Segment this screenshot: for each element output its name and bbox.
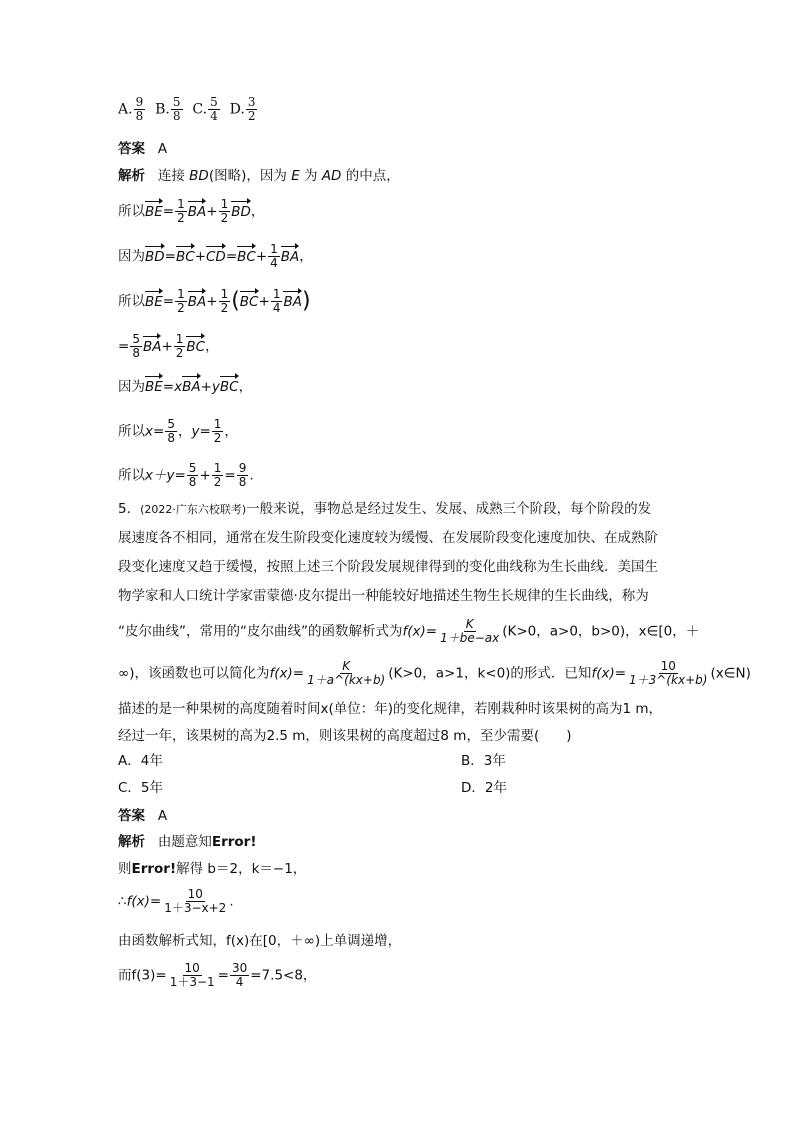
solution-1-intro: 解析 连接 BD(图略)，因为 E 为 AD 的中点， <box>118 168 400 184</box>
option-c[interactable]: C．5年 <box>118 780 164 796</box>
option-a-fraction: $\frac{9}{8}$ <box>135 95 144 123</box>
solution-2-line-2: ∴f(x)= $\frac{10}{1+3-x+2}$ . <box>118 887 234 915</box>
question-5-line-3: 段变化速度又趋于缓慢，按照上述三个阶段发展规律得到的变化曲线称为生长曲线．美国生 <box>118 559 658 575</box>
question-5-options-row-2 <box>118 779 507 797</box>
option-d-fraction: $\frac{3}{2}$ <box>247 95 256 123</box>
option-c-fraction: $\frac{5}{4}$ <box>210 95 218 123</box>
solution-1-line-5: 因为BE=xBA+yBC， <box>118 379 253 395</box>
solution-2-line-3: 由函数解析式知，f(x)在[0，＋∞)上单调递增， <box>118 933 402 949</box>
option-b-fraction: $\frac{5}{8}$ <box>172 95 181 123</box>
question-5-line-8: 经过一年，该果树的高为2.5 m，则该果树的高度超过8 m，至少需要( ) <box>118 728 572 744</box>
solution-2-intro: 解析 由题意知Error! <box>118 834 257 850</box>
option-a-label: A. <box>118 101 133 118</box>
options-line <box>118 96 258 123</box>
option-a[interactable]: A．4年 <box>118 753 163 769</box>
solution-1-line-2: 因为BD=BC+CD=BC+ $\frac{1}{4}$ BA， <box>118 242 313 270</box>
option-c-label: C. <box>192 101 208 118</box>
solution-2-line-4: 而f(3)= $\frac{10}{1+3-1}$ = $\frac{30}{4}$ =7.5<8， <box>118 961 317 989</box>
solution-1-line-1: 所以BE= $\frac{1}{2}$ BA+ $\frac{1}{2}$ BD， <box>118 197 265 225</box>
question-5-line-1: 5．(2022·广东六校联考)一般来说，事物总是经过发生、发展、成熟三个阶段，每个阶段的发 <box>118 501 652 517</box>
question-5-line-7: 描述的是一种果树的高度随着时间x(单位：年)的变化规律，若刚栽种时该果树的高为1 m， <box>118 701 663 717</box>
question-5-line-2: 展速度各不相同，通常在发生阶段变化速度较为缓慢、在发展阶段变化速度加快、在成熟阶 <box>118 530 658 546</box>
solution-1-line-3: 所以BE= $\frac{1}{2}$ BA+ $\frac{1}{2}$ (BC+ $\frac{1}{4}$ BA) <box>118 287 311 315</box>
solution-1-line-6: 所以x= $\frac{5}{8}$ ，y= $\frac{1}{2}$ ， <box>118 417 238 445</box>
question-5-line-5: “皮尔曲线”，常用的“皮尔曲线”的函数解析式为f(x)= $\frac{K}{1+be-ax}$ (K>0，a>0，b>0)，x∈[0，＋ <box>118 617 700 645</box>
solution-1-line-4: = $\frac{5}{8}$ BA+ $\frac{1}{2}$ BC， <box>118 332 219 360</box>
answer-2: 答案 A <box>118 808 168 824</box>
option-b[interactable]: B．3年 <box>461 753 506 769</box>
option-d-label: D. <box>229 101 245 118</box>
question-5-line-6: ∞)，该函数也可以简化为f(x)= $\frac{K}{1+a\^{}(kx+b)}$ (K>0，a>1，k<0)的形式．已知f(x)= $\frac{10}{1+3\^{}(kx+b)}$ (x∈N) <box>118 659 751 687</box>
option-b-label: B. <box>155 101 170 118</box>
question-5-options-row-1 <box>118 752 506 770</box>
solution-1-line-7: 所以x＋y= $\frac{5}{8}$ + $\frac{1}{2}$ = $\frac{9}{8}$ . <box>118 461 254 489</box>
option-d[interactable]: D．2年 <box>461 780 507 796</box>
answer-1: 答案 A <box>118 141 168 157</box>
solution-2-line-1: 则Error!解得 b＝2，k＝−1， <box>118 861 307 877</box>
question-5-line-4: 物学家和人口统计学家雷蒙德·皮尔提出一种能较好地描述生物生长规律的生长曲线，称为 <box>118 588 649 604</box>
